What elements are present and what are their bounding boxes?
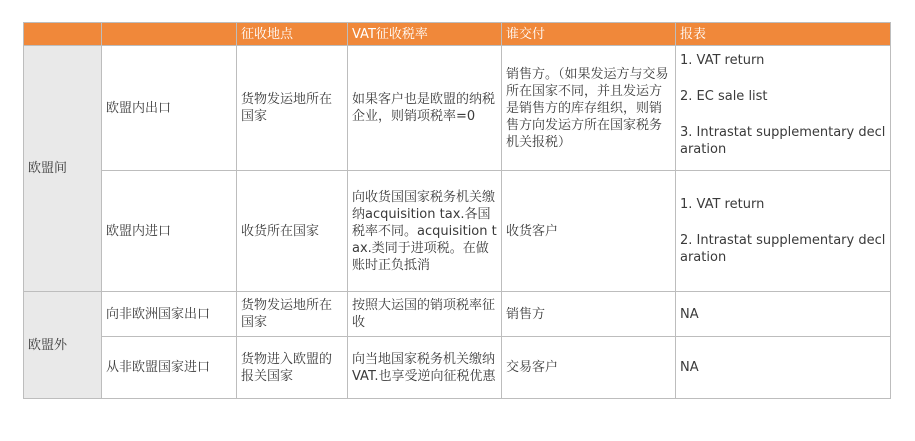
cell-reports	[676, 46, 891, 171]
cell-location: 货物发运地所在国家	[237, 46, 348, 171]
vat-table	[23, 22, 891, 399]
header-payer: 谁交付	[502, 23, 676, 46]
cell-reports	[676, 171, 891, 292]
report-item: NA	[680, 306, 699, 322]
cell-payer: 收货客户	[502, 171, 676, 292]
table-row	[24, 171, 891, 292]
report-item: 1. VAT return	[680, 197, 765, 212]
header-location: 征收地点	[237, 23, 348, 46]
cell-rate: 如果客户也是欧盟的纳税企业，则销项税率=0	[348, 46, 502, 171]
header-group	[24, 23, 102, 46]
table-row	[24, 337, 891, 399]
table-row	[24, 292, 891, 337]
report-item: 2. EC sale list	[680, 89, 768, 104]
report-item: 1. VAT return	[680, 53, 765, 68]
header-reports: 报表	[676, 23, 891, 46]
header-row	[24, 23, 891, 46]
report-item: 3. Intrastat supplementary declaration	[680, 125, 886, 157]
cell-location: 货物发运地所在国家	[237, 292, 348, 337]
group-eu-internal: 欧盟间	[24, 46, 102, 292]
cell-reports	[676, 337, 891, 399]
cell-payer: 销售方	[502, 292, 676, 337]
cell-location: 货物进入欧盟的报关国家	[237, 337, 348, 399]
cell-reports	[676, 292, 891, 337]
cell-rate: 按照大运国的销项税率征收	[348, 292, 502, 337]
header-type	[102, 23, 237, 46]
cell-type: 欧盟内出口	[102, 46, 237, 171]
table-row	[24, 46, 891, 171]
cell-location: 收货所在国家	[237, 171, 348, 292]
report-item: NA	[680, 360, 699, 375]
group-eu-external: 欧盟外	[24, 292, 102, 399]
cell-rate: 向当地国家税务机关缴纳VAT.也享受逆向征税优惠	[348, 337, 502, 399]
report-item: 2. Intrastat supplementary declaration	[680, 233, 886, 265]
cell-type: 向非欧洲国家出口	[102, 292, 237, 337]
header-rate: VAT征收税率	[348, 23, 502, 46]
cell-rate: 向收货国国家税务机关缴纳acquisition tax.各国税率不同。acquisition tax.类同于进项税。在做账时正负抵消	[348, 171, 502, 292]
cell-type: 欧盟内进口	[102, 171, 237, 292]
cell-payer: 销售方。（如果发运方与交易所在国家不同，并且发运方是销售方的库存组织，则销售方向发运方所在国家税务机关报税）	[502, 46, 676, 171]
cell-type: 从非欧盟国家进口	[102, 337, 237, 399]
cell-payer: 交易客户	[502, 337, 676, 399]
